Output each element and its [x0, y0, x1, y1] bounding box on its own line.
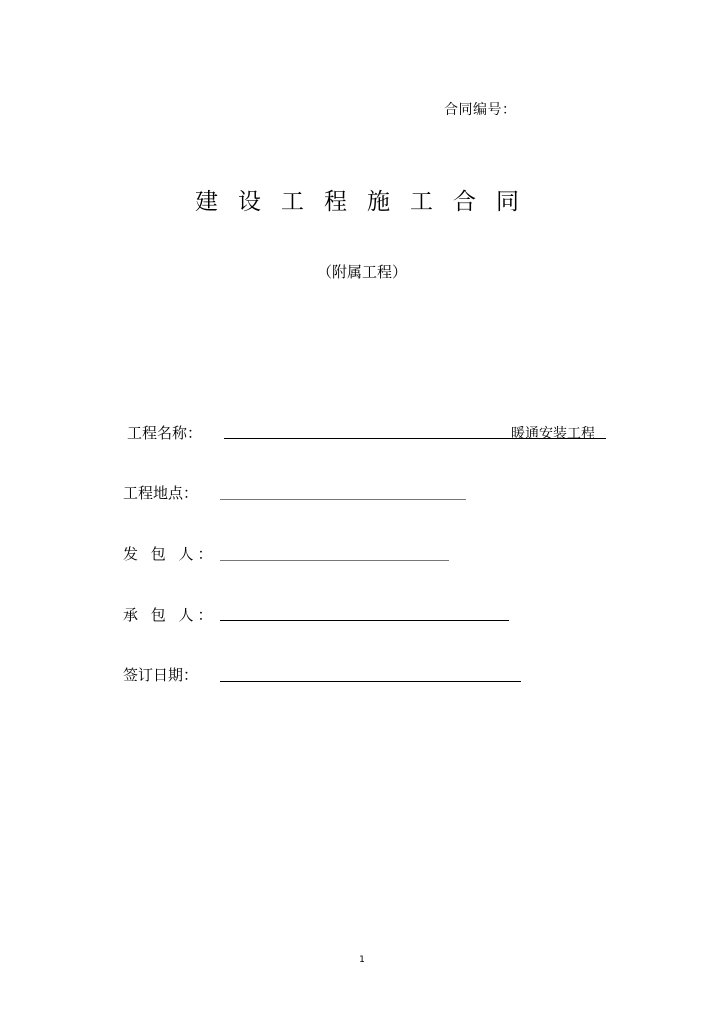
employer-line: [220, 560, 449, 561]
signing-date-label: 签订日期：: [123, 666, 199, 684]
contractor-label: 承 包 人：: [123, 606, 217, 624]
page-subtitle: （附属工程）: [316, 263, 407, 281]
page-number: 1: [359, 955, 365, 965]
project-name-value: 暖通安装工程: [511, 426, 595, 442]
project-location-label: 工程地点：: [123, 484, 199, 502]
employer-label: 发 包 人：: [123, 545, 217, 563]
project-name-label: 工程名称：: [127, 424, 203, 442]
page-title: 建设工程施工合同: [195, 189, 539, 215]
contract-number-label: 合同编号：: [444, 102, 517, 118]
project-location-line: [220, 499, 466, 500]
signing-date-line: [220, 681, 521, 682]
contractor-line: [220, 620, 509, 621]
